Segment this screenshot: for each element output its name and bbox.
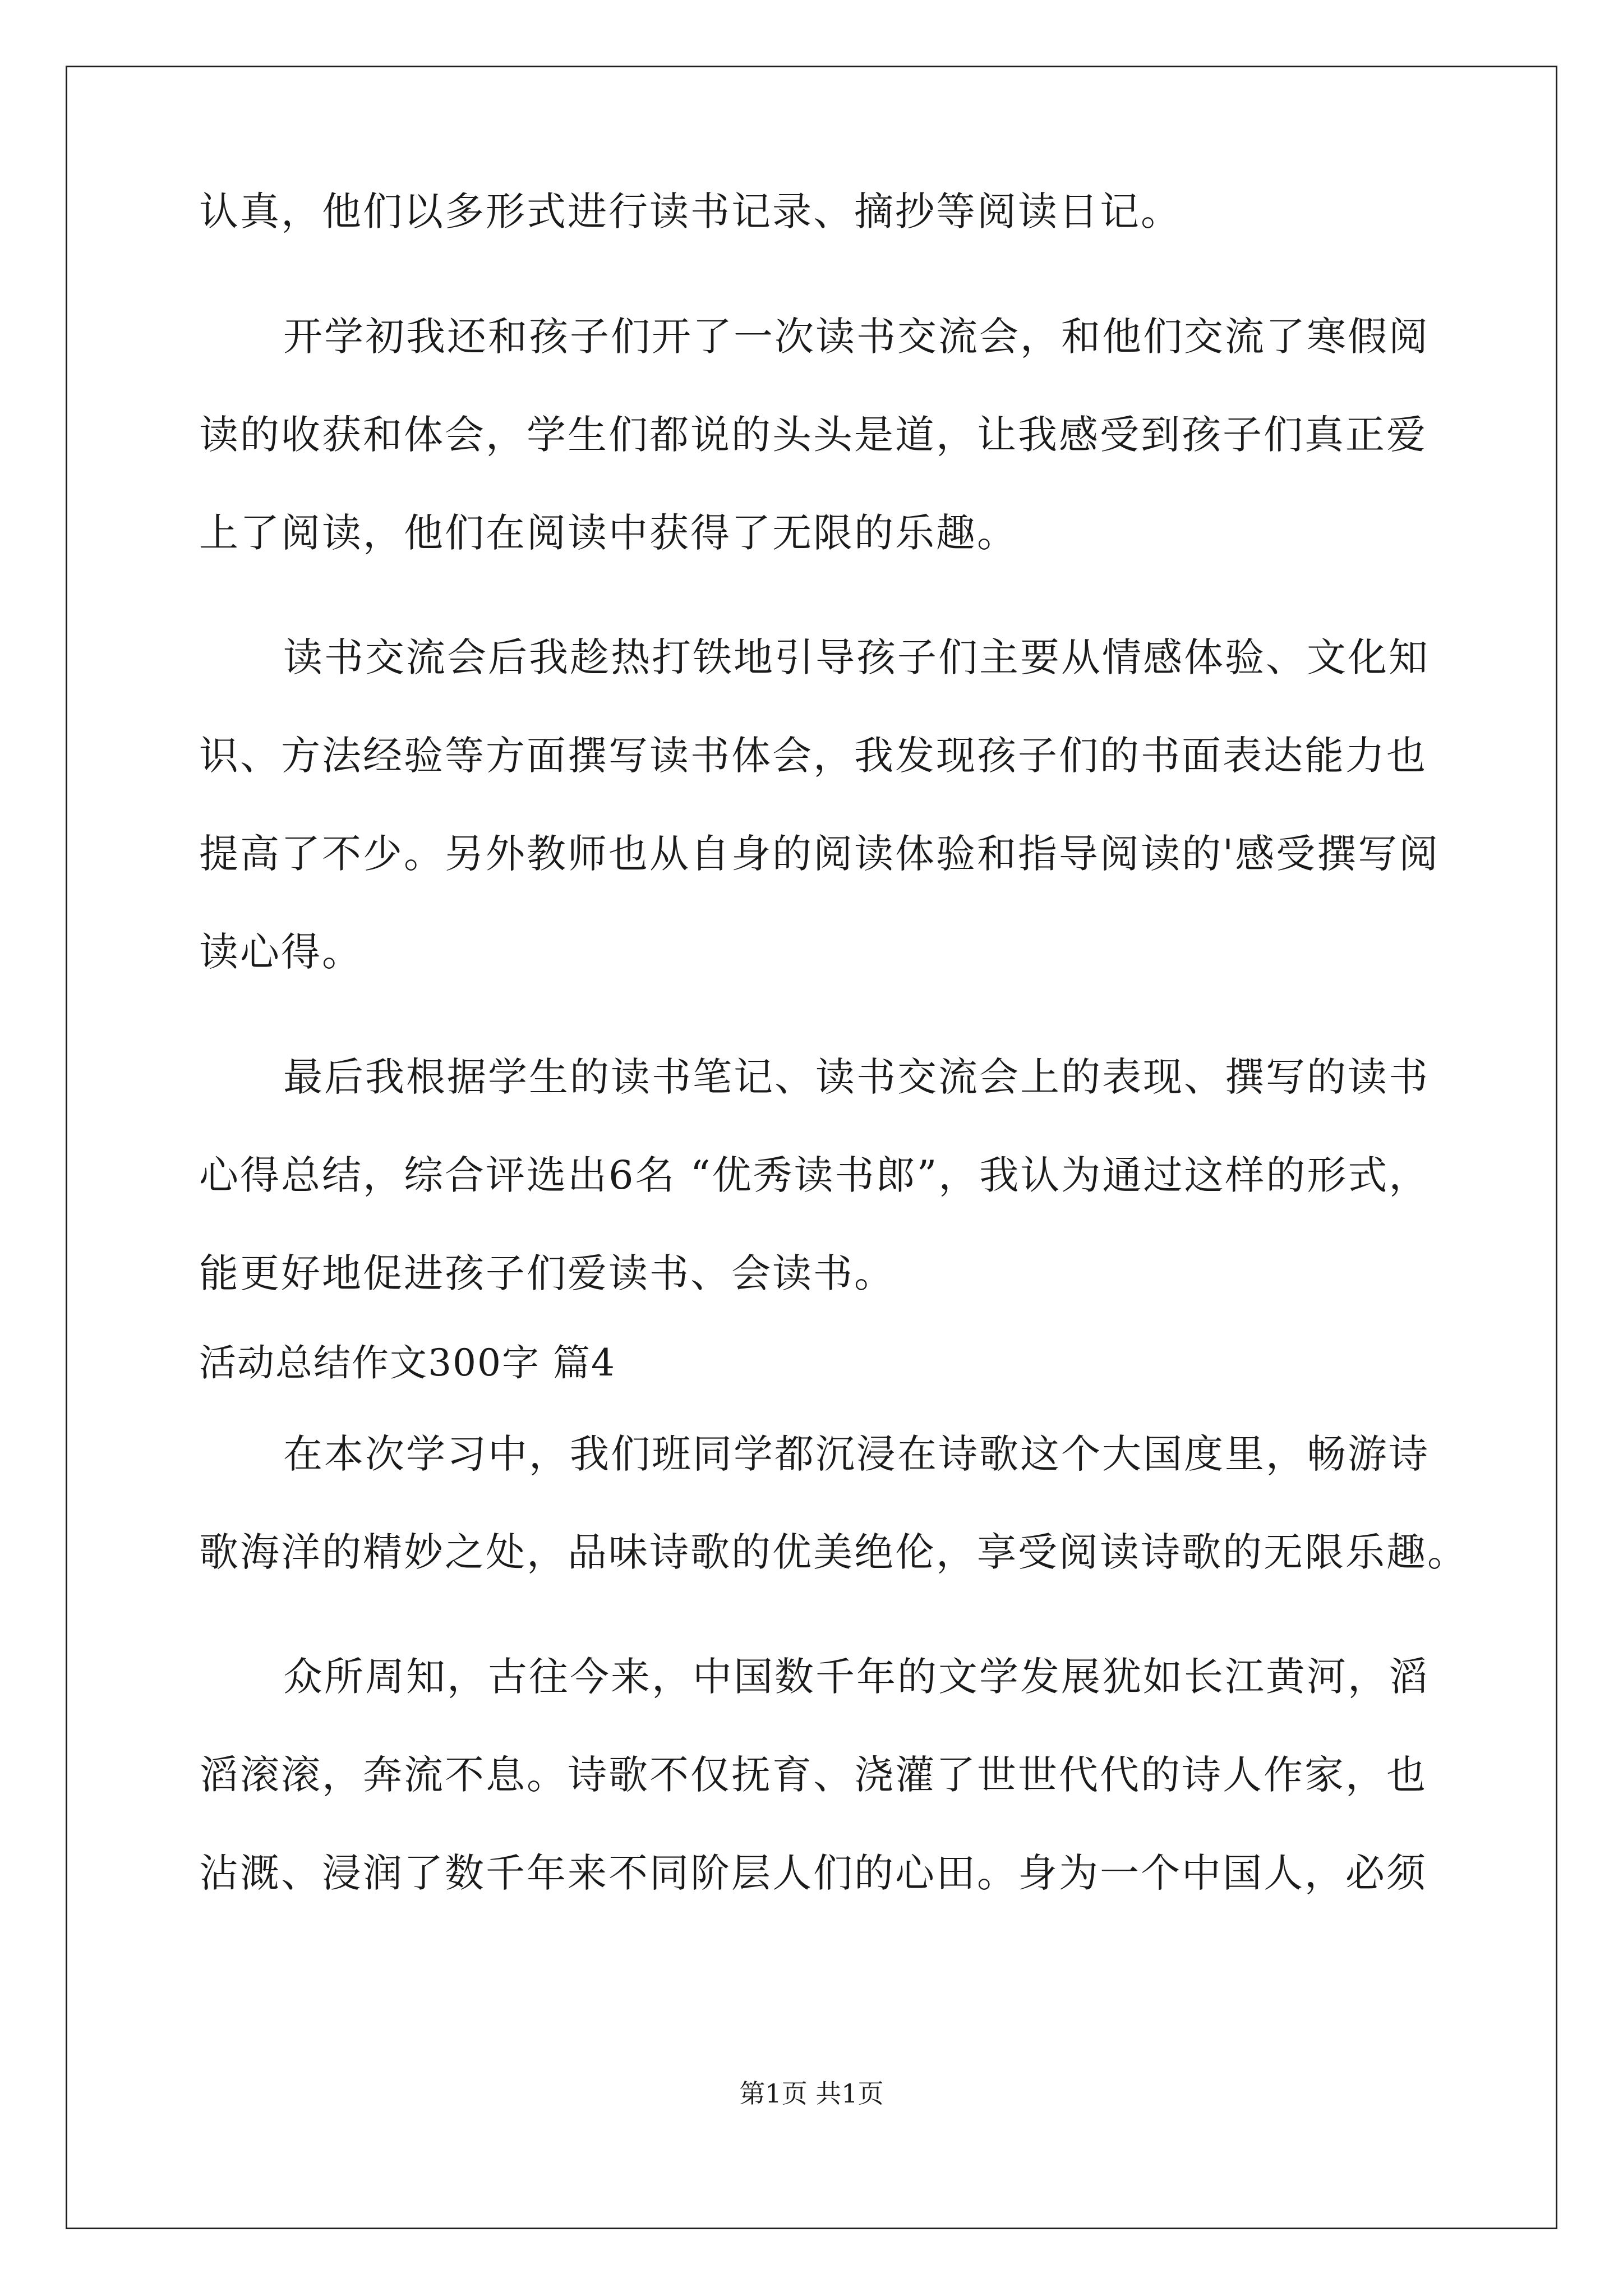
section-heading: 活动总结作文300字 篇4 [199, 1341, 616, 1384]
text-line: 歌海洋的精妙之处，品味诗歌的优美绝伦，享受阅读诗歌的无限乐趣。 [199, 1529, 1468, 1575]
text-line: 提高了不少。另外教师也从自身的阅读体验和指导阅读的'感受撰写阅 [199, 831, 1440, 877]
page-footer: 第1页 共1页 [739, 2078, 884, 2109]
text-line: 滔滚滚，奔流不息。诗歌不仅抚育、浇灌了世世代代的诗人作家，也 [199, 1752, 1427, 1798]
text-line: 读书交流会后我趁热打铁地引导孩子们主要从情感体验、文化知 [283, 634, 1430, 680]
text-line: 最后我根据学生的读书笔记、读书交流会上的表现、撰写的读书 [283, 1054, 1430, 1100]
text-line: 识、方法经验等方面撰写读书体会，我发现孩子们的书面表达能力也 [199, 733, 1427, 779]
text-line: 心得总结，综合评选出6名 “优秀读书郎”，我认为通过这样的形式， [199, 1152, 1430, 1198]
text-line: 在本次学习中，我们班同学都沉浸在诗歌这个大国度里，畅游诗 [283, 1431, 1430, 1477]
text-line: 沾溉、浸润了数千年来不同阶层人们的心田。身为一个中国人，必须 [199, 1850, 1427, 1896]
text-line: 读心得。 [199, 929, 363, 975]
text-line: 上了阅读，他们在阅读中获得了无限的乐趣。 [199, 510, 1018, 556]
text-line: 能更好地促进孩子们爱读书、会读书。 [199, 1250, 895, 1296]
text-line: 众所周知，古往今来，中国数千年的文学发展犹如长江黄河，滔 [283, 1654, 1430, 1700]
text-line: 认真，他们以多形式进行读书记录、摘抄等阅读日记。 [199, 188, 1182, 234]
text-line: 读的收获和体会，学生们都说的头头是道，让我感受到孩子们真正爱 [199, 412, 1427, 458]
text-line: 开学初我还和孩子们开了一次读书交流会，和他们交流了寒假阅 [283, 314, 1430, 360]
